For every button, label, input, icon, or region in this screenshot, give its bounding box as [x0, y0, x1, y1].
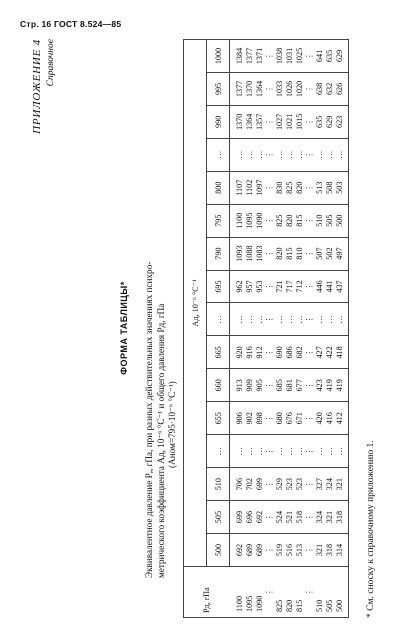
value-cell: 327 — [315, 468, 325, 501]
ellipsis-cell: ⋮ — [265, 270, 275, 303]
value-cell: 427 — [315, 336, 325, 369]
table-row — [255, 40, 265, 618]
ellipsis-cell: ⋮ — [265, 171, 275, 204]
value-cell: 510 — [315, 204, 325, 237]
column-header: … — [207, 303, 230, 336]
value-cell: 712 — [295, 270, 305, 303]
value-cell: 676 — [285, 402, 295, 435]
ellipsis-row — [265, 40, 275, 618]
value-cell: 638 — [315, 72, 325, 105]
ellipsis-cell: ⋮ — [305, 303, 315, 336]
ellipsis-cell: ⋮ — [265, 303, 275, 336]
ellipsis-cell: ⋮ — [305, 567, 315, 618]
value-cell: 685 — [275, 369, 285, 402]
value-cell: 689 — [245, 534, 255, 567]
ellipsis-cell: ⋮ — [265, 40, 275, 73]
value-cell: … — [255, 303, 265, 336]
value-cell: … — [335, 138, 349, 171]
ellipsis-cell: ⋮ — [305, 138, 315, 171]
value-cell: 686 — [285, 336, 295, 369]
value-cell: 699 — [230, 501, 246, 534]
value-cell: 641 — [315, 40, 325, 73]
ellipsis-cell: ⋮ — [265, 369, 275, 402]
table-row — [245, 40, 255, 618]
value-cell: … — [295, 303, 305, 336]
column-header: 500 — [207, 534, 230, 567]
value-cell: 422 — [325, 336, 335, 369]
column-header: 695 — [207, 270, 230, 303]
value-cell: 324 — [315, 501, 325, 534]
ellipsis-cell: ⋮ — [305, 402, 315, 435]
column-header: 655 — [207, 402, 230, 435]
value-cell: 507 — [315, 237, 325, 270]
ellipsis-cell: ⋮ — [265, 204, 275, 237]
value-cell: 671 — [295, 402, 305, 435]
column-header: 1000 — [207, 40, 230, 73]
value-cell: 518 — [295, 501, 305, 534]
value-cell: 1021 — [285, 105, 295, 138]
column-header: 790 — [207, 237, 230, 270]
value-cell: 1371 — [255, 40, 265, 73]
value-cell: 702 — [245, 468, 255, 501]
value-cell: 677 — [295, 369, 305, 402]
value-cell: 815 — [295, 204, 305, 237]
footnote: * См. сноску к справочному приложению 1. — [366, 440, 376, 618]
ellipsis-cell: ⋮ — [305, 270, 315, 303]
value-cell: 1102 — [245, 171, 255, 204]
value-cell: … — [325, 303, 335, 336]
value-cell: 497 — [335, 237, 349, 270]
value-cell: 898 — [255, 402, 265, 435]
value-cell: … — [325, 435, 335, 468]
value-cell: 696 — [245, 501, 255, 534]
value-cell: 1377 — [230, 72, 246, 105]
ellipsis-cell: ⋮ — [265, 237, 275, 270]
ellipsis-cell: ⋮ — [305, 369, 315, 402]
value-cell: 815 — [285, 237, 295, 270]
value-cell: 717 — [285, 270, 295, 303]
column-header: … — [207, 435, 230, 468]
table-row — [285, 40, 295, 618]
value-cell: 1031 — [285, 40, 295, 73]
value-cell: 820 — [295, 171, 305, 204]
pressure-cell: 825 — [275, 567, 285, 618]
row-header: Pд, гПа — [184, 567, 230, 618]
table-row — [315, 40, 325, 618]
ellipsis-cell: ⋮ — [265, 534, 275, 567]
column-header: 995 — [207, 72, 230, 105]
ellipsis-cell: ⋮ — [265, 501, 275, 534]
value-cell: … — [325, 138, 335, 171]
value-cell: 810 — [295, 237, 305, 270]
value-cell: 629 — [335, 40, 349, 73]
value-cell: 1093 — [230, 237, 246, 270]
value-cell: … — [245, 435, 255, 468]
caption-line-3: (Aном=795·10⁻⁶ °С⁻¹) — [167, 381, 177, 468]
value-cell: 324 — [325, 468, 335, 501]
value-cell: 529 — [275, 468, 285, 501]
value-cell: … — [230, 435, 246, 468]
value-cell: … — [230, 138, 246, 171]
value-cell: 825 — [275, 204, 285, 237]
value-cell: 632 — [325, 72, 335, 105]
ellipsis-cell: ⋮ — [305, 204, 315, 237]
value-cell: 1090 — [255, 204, 265, 237]
page-header: Стр. 16 ГОСТ 8.524—85 — [20, 19, 122, 29]
pressure-table — [183, 39, 349, 618]
value-cell: 1384 — [230, 40, 246, 73]
column-header: … — [207, 138, 230, 171]
value-cell: 680 — [275, 402, 285, 435]
pressure-cell: 505 — [325, 567, 335, 618]
pressure-cell: 1090 — [255, 567, 265, 618]
value-cell: 905 — [255, 369, 265, 402]
table-row — [275, 40, 285, 618]
column-header: 665 — [207, 336, 230, 369]
appendix-subtitle: Справочное — [46, 39, 56, 87]
ellipsis-cell: ⋮ — [305, 237, 315, 270]
pressure-cell: 1100 — [230, 567, 246, 618]
ellipsis-cell: ⋮ — [305, 72, 315, 105]
pressure-cell: 510 — [315, 567, 325, 618]
value-cell: 1100 — [230, 204, 246, 237]
value-cell: 1364 — [245, 105, 255, 138]
column-header: 800 — [207, 171, 230, 204]
value-cell: 420 — [315, 402, 325, 435]
value-cell: 1025 — [295, 40, 305, 73]
value-cell: 1083 — [255, 237, 265, 270]
value-cell: 912 — [255, 336, 265, 369]
value-cell: 1026 — [285, 72, 295, 105]
value-cell: … — [245, 138, 255, 171]
ellipsis-cell: ⋮ — [305, 171, 315, 204]
column-header: 505 — [207, 501, 230, 534]
table-caption — [144, 78, 179, 578]
value-cell: … — [285, 435, 295, 468]
value-cell: 909 — [245, 369, 255, 402]
value-cell: … — [335, 303, 349, 336]
appendix-title: ПРИЛОЖЕНИЕ 4 — [31, 39, 43, 134]
group-header: Aд, 10⁻⁶ °С⁻¹ — [184, 40, 207, 567]
value-cell: … — [245, 303, 255, 336]
column-header: 795 — [207, 204, 230, 237]
form-title: ФОРМА ТАБЛИЦЫ* — [119, 281, 129, 375]
value-cell: 1370 — [230, 105, 246, 138]
value-cell: 1364 — [255, 72, 265, 105]
value-cell: 1095 — [245, 204, 255, 237]
value-cell: 441 — [325, 270, 335, 303]
value-cell: 437 — [335, 270, 349, 303]
value-cell: … — [275, 435, 285, 468]
value-cell: 1097 — [255, 171, 265, 204]
value-cell: 957 — [245, 270, 255, 303]
pressure-cell: 500 — [335, 567, 349, 618]
value-cell: … — [295, 138, 305, 171]
value-cell: … — [285, 303, 295, 336]
rotated-content — [31, 39, 396, 618]
table-row — [335, 40, 349, 618]
value-cell: … — [315, 435, 325, 468]
ellipsis-cell: ⋮ — [305, 534, 315, 567]
ellipsis-cell: ⋮ — [305, 468, 315, 501]
value-cell: 623 — [335, 105, 349, 138]
ellipsis-cell: ⋮ — [305, 336, 315, 369]
pressure-cell: 820 — [285, 567, 295, 618]
ellipsis-cell: ⋮ — [265, 72, 275, 105]
value-cell: 902 — [245, 402, 255, 435]
value-cell: 1038 — [275, 40, 285, 73]
ellipsis-cell: ⋮ — [305, 501, 315, 534]
value-cell: 913 — [230, 369, 246, 402]
value-cell: 916 — [245, 336, 255, 369]
column-header: 510 — [207, 468, 230, 501]
value-cell: 513 — [295, 534, 305, 567]
value-cell: 830 — [275, 171, 285, 204]
value-cell: 1015 — [295, 105, 305, 138]
value-cell: 692 — [230, 534, 246, 567]
value-cell: … — [255, 138, 265, 171]
value-cell: … — [255, 435, 265, 468]
value-cell: 516 — [285, 534, 295, 567]
ellipsis-cell: ⋮ — [265, 105, 275, 138]
value-cell: 513 — [315, 171, 325, 204]
caption-line-2: метрического коэффициента Aд, 10⁻⁶ °С⁻¹ и общего давления Pд, гПа — [155, 303, 166, 578]
value-cell: 523 — [295, 468, 305, 501]
value-cell: 423 — [315, 369, 325, 402]
value-cell: 820 — [285, 204, 295, 237]
ellipsis-cell: ⋮ — [265, 138, 275, 171]
value-cell: 706 — [230, 468, 246, 501]
ellipsis-cell: ⋮ — [305, 40, 315, 73]
pressure-cell: 815 — [295, 567, 305, 618]
value-cell: 314 — [335, 534, 349, 567]
value-cell: 500 — [335, 204, 349, 237]
value-cell: 825 — [285, 171, 295, 204]
value-cell: 503 — [335, 171, 349, 204]
value-cell: 1033 — [275, 72, 285, 105]
value-cell: 820 — [275, 237, 285, 270]
column-header-row — [207, 40, 230, 618]
value-cell: 682 — [295, 336, 305, 369]
ellipsis-row — [305, 40, 315, 618]
pressure-cell: 1095 — [245, 567, 255, 618]
value-cell: 318 — [335, 501, 349, 534]
value-cell: … — [275, 303, 285, 336]
value-cell: 412 — [335, 402, 349, 435]
ellipsis-cell: ⋮ — [305, 435, 315, 468]
value-cell: 502 — [325, 237, 335, 270]
value-cell: 721 — [275, 270, 285, 303]
value-cell: 1088 — [245, 237, 255, 270]
value-cell: 953 — [255, 270, 265, 303]
value-cell: 521 — [285, 501, 295, 534]
value-cell: … — [295, 435, 305, 468]
value-cell: 906 — [230, 402, 246, 435]
ellipsis-cell: ⋮ — [265, 567, 275, 618]
value-cell: 523 — [285, 468, 295, 501]
value-cell: 962 — [230, 270, 246, 303]
ellipsis-cell: ⋮ — [265, 468, 275, 501]
value-cell: 419 — [335, 369, 349, 402]
value-cell: … — [335, 435, 349, 468]
value-cell: 626 — [335, 72, 349, 105]
ellipsis-cell: ⋮ — [265, 336, 275, 369]
value-cell: 1357 — [255, 105, 265, 138]
value-cell: 1377 — [245, 40, 255, 73]
value-cell: 699 — [255, 468, 265, 501]
value-cell: 635 — [315, 105, 325, 138]
value-cell: 505 — [325, 204, 335, 237]
value-cell: … — [315, 303, 325, 336]
value-cell: 418 — [335, 336, 349, 369]
value-cell: 635 — [325, 40, 335, 73]
value-cell: 321 — [315, 534, 325, 567]
value-cell: 524 — [275, 501, 285, 534]
value-cell: 318 — [325, 534, 335, 567]
ellipsis-cell: ⋮ — [265, 435, 275, 468]
column-header: 660 — [207, 369, 230, 402]
value-cell: 321 — [335, 468, 349, 501]
table-row — [230, 40, 246, 618]
value-cell: … — [275, 138, 285, 171]
value-cell: 690 — [275, 336, 285, 369]
table-body — [230, 40, 349, 618]
table-row — [295, 40, 305, 618]
value-cell: … — [315, 138, 325, 171]
value-cell: 681 — [285, 369, 295, 402]
value-cell: 692 — [255, 501, 265, 534]
value-cell: 519 — [275, 534, 285, 567]
column-header: 990 — [207, 105, 230, 138]
value-cell: 416 — [325, 402, 335, 435]
value-cell: 629 — [325, 105, 335, 138]
value-cell: … — [230, 303, 246, 336]
value-cell: 321 — [325, 501, 335, 534]
value-cell: 508 — [325, 171, 335, 204]
value-cell: 920 — [230, 336, 246, 369]
ellipsis-cell: ⋮ — [265, 402, 275, 435]
ellipsis-cell: ⋮ — [305, 105, 315, 138]
value-cell: 1107 — [230, 171, 246, 204]
value-cell: 1370 — [245, 72, 255, 105]
value-cell: … — [285, 138, 295, 171]
value-cell: 1027 — [275, 105, 285, 138]
value-cell: 689 — [255, 534, 265, 567]
value-cell: 419 — [325, 369, 335, 402]
value-cell: 446 — [315, 270, 325, 303]
table-row — [325, 40, 335, 618]
value-cell: 1020 — [295, 72, 305, 105]
caption-line-1: Эквивалентное давление Pₑ, гПа, при разных действительных значениях психро- — [144, 261, 154, 578]
